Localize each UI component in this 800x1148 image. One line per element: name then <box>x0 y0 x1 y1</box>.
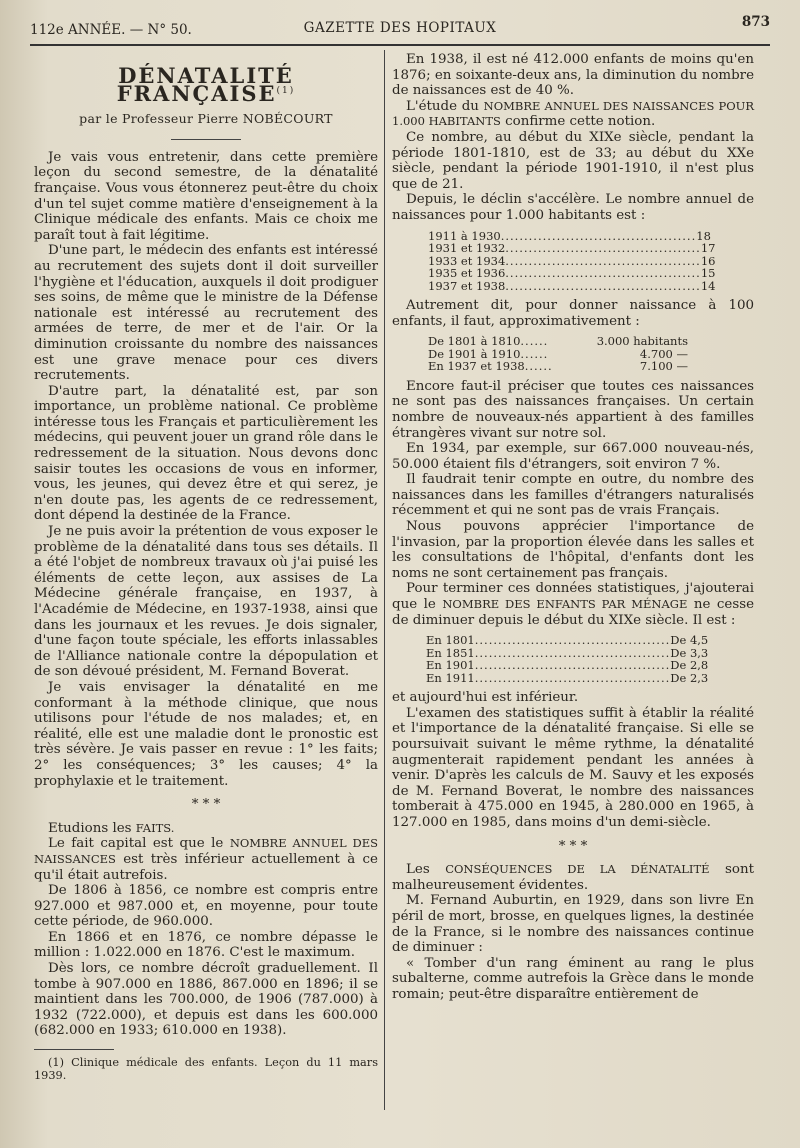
paragraph: Je ne puis avoir la prétention de vous exposer le problème de la dénatalité dans tous ses détails. Il a été l'objet de nombreux travaux où j'ai puisé les éléments de cette leçon, aux assises de La Médecine générale française, en 1937, à l'Académie de Médecine, en 1937-1938, ainsi que dans les journaux et les revues. Je dois signaler, d'une façon toute spéciale, les efforts inlassables de l'Alliance nationale contre la dépopulation et de son dévoué président, M. Fernand Boverat. <box>34 524 378 680</box>
text: ne cesse de diminuer depuis le début du XIXe siècle. Il est : <box>392 597 755 628</box>
article-title <box>34 63 378 106</box>
table-row <box>428 241 716 256</box>
table-row <box>426 633 709 648</box>
paragraph: D'autre part, la dénatalité est, par son importance, un problème national. Ce problème intéresse tous les Français et particulièrement les médecins, qui peuvent jouer un grand rôle dans le redressement de la situation. Nous devons donc saisir toutes les occasions de vous en informer, vous, les jeunes, qui devez être et qui serez, je n'en doute pas, les agents de ce redressement, dont dépend la destinée de la France. <box>34 383 378 524</box>
paragraph: Je vais vous entretenir, dans cette première leçon du second semestre, de la dénatalité française. Vous vous étonnerez peut-être du choix d'un tel sujet comme matière d'enseignement à la Clinique médicale des enfants. Mais ce choix me paraît tout à fait légitime. <box>34 149 378 243</box>
leader-dots: ...... <box>520 334 549 349</box>
text: sont malheureusement évidentes. <box>392 862 754 893</box>
footnote: (1) Clinique médicale des enfants. Leçon du 11 mars 1939. <box>34 1056 378 1083</box>
smallcaps-text: NOMBRE ANNUEL DES NAISSANCES <box>34 836 378 866</box>
paragraph: Il faudrait tenir compte en outre, du nombre des naissances dans les familles d'étrangers naturalisés récemment et qui ne sont pas de vrais Français. <box>392 472 754 519</box>
smallcaps-text: CONSÉQUENCES DE LA DÉNATALITÉ <box>445 862 710 877</box>
page-number: 873 <box>741 14 770 30</box>
table-label: 1937 et 1938 <box>428 278 506 293</box>
column-divider <box>384 50 385 1110</box>
section-heading <box>34 821 378 837</box>
text: confirme cette notion. <box>505 114 656 130</box>
footnote-rule <box>34 1049 114 1050</box>
paragraph: et aujourd'hui est inférieur. <box>392 690 579 706</box>
header-rule <box>30 44 770 46</box>
table-value: De 4,5 <box>670 633 709 648</box>
leader-dots: .......................................... <box>474 633 671 648</box>
text: Les <box>406 862 430 878</box>
title-footnote-ref: (1) <box>276 85 296 96</box>
table-value: 7.100 — <box>639 359 688 374</box>
leader-dots: .......................................... <box>505 266 701 281</box>
table-label: De 1901 à 1910 <box>428 346 521 361</box>
table-label: En 1937 et 1938 <box>428 359 525 374</box>
section-separator: * * * <box>191 797 221 813</box>
title-rule <box>171 139 241 140</box>
paragraph: Ce nombre, au début du XIXe siècle, pendant la période 1801-1810, est de 33; au début du XXe siècle, pendant la période 1901-1910, il n'est plus que de 21. <box>392 129 754 192</box>
page-header <box>30 14 770 40</box>
paragraph: En 1866 et en 1876, ce nombre dépasse le million : 1.022.000 en 1876. C'est le maximum. <box>34 929 378 961</box>
paragraph: Depuis, le déclin s'accélère. Le nombre annuel de naissances pour 1.000 habitants est : <box>392 192 754 223</box>
leader-dots: .......................................... <box>474 645 671 660</box>
heading-smallcaps: FAITS. <box>135 820 175 835</box>
population-table <box>428 335 688 373</box>
byline: par le Professeur Pierre NOBÉCOURT <box>79 111 333 127</box>
table-label: De 1801 à 1810 <box>428 334 521 349</box>
table-row <box>426 658 709 673</box>
table-value: 18 <box>696 228 711 243</box>
table-value: De 3,3 <box>670 645 709 660</box>
paragraph: Encore faut-il préciser que toutes ces naissances ne sont pas des naissances françaises. Un certain nombre de nouveaux-nés appartient à des familles étrangères vivant sur notre sol. <box>392 378 754 441</box>
paragraph: En 1934, par exemple, sur 667.000 nouveau-nés, 50.000 étaient fils d'étrangers, soit environ 7 %. <box>392 441 754 472</box>
leader-dots: .......................................... <box>505 241 701 256</box>
leader-dots: .......................................... <box>500 228 697 243</box>
table-row <box>428 360 688 373</box>
leader-dots: .......................................... <box>505 253 701 268</box>
article-title-text: DÉNATALITÉ FRANÇAISE <box>116 63 294 106</box>
table-row <box>428 266 716 281</box>
paragraph: Autrement dit, pour donner naissance à 100 enfants, il faut, approximativement : <box>392 298 754 329</box>
paragraph: M. Fernand Auburtin, en 1929, dans son livre En péril de mort, brosse, en quelques lignes, la destinée de la France, si le nombre des naissances continue de diminuer : <box>392 893 754 956</box>
paragraph: L'examen des statistiques suffit à établir la réalité et l'importance de la dénatalité française. Si elle se poursuivait suivant le même rythme, la dénatalité augmenterait rapidement pendant les années à venir. D'après les calculs de M. Sauvy et les exposés de M. Fernand Boverat, le nombre des naissances tomberait à 475.000 en 1945, à 280.000 en 1965, à 127.000 en 1985, dans moins d'un demi-siècle. <box>392 705 754 830</box>
table-label: 1911 à 1930 <box>428 228 501 243</box>
paragraph <box>392 862 754 893</box>
table-label: En 1801 <box>426 633 475 648</box>
text: est très inférieur actuellement à ce qu'il était autrefois. <box>34 851 378 883</box>
leader-dots: .......................................... <box>474 670 671 685</box>
section-separator: * * * <box>558 838 588 854</box>
smallcaps-text: NOMBRE DES ENFANTS PAR MÉNAGE <box>442 597 688 612</box>
children-per-household-table <box>426 633 709 685</box>
paragraph: Je vais envisager la dénatalité en me conformant à la méthode clinique, que nous utilisons pour l'étude de nos malades; et, en réalité, elle est une maladie dont le pronostic est très sévère. Je vais passer en revue : 1° les faits; 2° les conséquences; 3° les causes; 4° la prophylaxie et le traitement. <box>34 679 378 789</box>
issue-number: 112e ANNÉE. — N° 50. <box>30 22 192 38</box>
paragraph: Nous pouvons apprécier l'importance de l'invasion, par la proportion élevée dans les salles et les consultations de l'hôpital, d'enfants dont les noms ne sont certainement pas français. <box>392 519 754 581</box>
paragraph <box>34 836 378 883</box>
journal-name: GAZETTE DES HOPITAUX <box>303 20 497 36</box>
table-value: De 2,3 <box>670 670 709 685</box>
table-value: 16 <box>700 253 716 268</box>
table-label: En 1911 <box>426 670 475 685</box>
birth-rate-table <box>428 228 716 293</box>
paragraph: En 1938, il est né 412.000 enfants de moins qu'en 1876; en soixante-deux ans, la diminution du nombre de naissances est de 40 %. <box>392 52 754 99</box>
table-value: 3.000 habitants <box>596 334 688 349</box>
text: L'étude du <box>406 98 479 114</box>
leader-dots: ...... <box>524 359 553 374</box>
table-label: 1933 et 1934 <box>428 253 506 268</box>
table-label: 1935 et 1936 <box>428 266 506 281</box>
table-row <box>428 335 688 348</box>
table-value: 14 <box>700 278 716 293</box>
table-label: En 1901 <box>426 658 475 673</box>
table-value: 17 <box>700 241 716 256</box>
right-column <box>392 52 754 1003</box>
table-row <box>426 670 709 685</box>
leader-dots: .......................................... <box>474 658 671 673</box>
table-label: 1931 et 1932 <box>428 241 506 256</box>
paragraph: Dès lors, ce nombre décroît graduellement. Il tombe à 907.000 en 1886, 867.000 en 1896; il se maintient dans les 700.000, de 1906 (787.000) à 1932 (722.000), et depuis est dans les 600.000 (682.000 en 1933; 610.000 en 1938). <box>34 961 378 1039</box>
text: Le fait capital est que le <box>48 836 224 852</box>
paragraph <box>392 581 754 628</box>
left-column <box>34 52 378 1082</box>
paragraph <box>392 99 754 130</box>
table-value: 4.700 — <box>639 346 688 361</box>
leader-dots: .......................................... <box>505 278 701 293</box>
leader-dots: ...... <box>520 346 549 361</box>
text: Pour terminer ces données statistiques, j'ajouterai que le <box>392 581 754 613</box>
paragraph: « Tomber d'un rang éminent au rang le plus subalterne, comme autrefois la Grèce dans le monde romain; peut-être disparaître entièrement de <box>392 955 754 1002</box>
table-value: De 2,8 <box>670 658 709 673</box>
table-label: En 1851 <box>426 645 475 660</box>
heading-text: Etudions les <box>48 820 132 836</box>
paragraph: De 1806 à 1856, ce nombre est compris entre 927.000 et 987.000 et, en moyenne, pour toute cette période, de 960.000. <box>34 883 378 930</box>
table-value: 15 <box>700 266 716 281</box>
paragraph: D'une part, le médecin des enfants est intéressé au recrutement des sujets dont il doit surveiller l'hygiène et l'éducation, auxquels il doit prodiguer ses soins, de même que le ministre de la Défense nationale est intéressé au recrutement des armées de terre, de mer et de l'air. Or la diminution croissante du nombre des naissances est une grave menace pour ces divers recrutements. <box>34 243 378 384</box>
smallcaps-text: NOMBRE ANNUEL DES NAISSANCES POUR 1.000 HABITANTS <box>392 98 754 129</box>
table-row <box>428 278 716 293</box>
